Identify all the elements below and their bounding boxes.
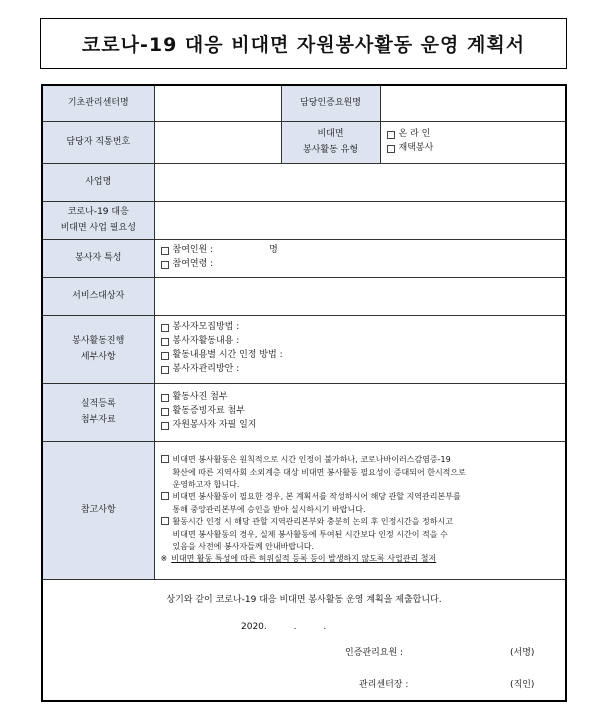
certifier-name-field[interactable] <box>380 85 566 121</box>
checkbox-icon[interactable] <box>161 394 169 402</box>
attach-journal-row[interactable] <box>161 419 560 433</box>
attachments-label <box>42 383 154 441</box>
participants-age-row[interactable] <box>161 258 560 272</box>
notes-label: 참고사항 <box>42 441 154 579</box>
option-home[interactable] <box>387 142 560 156</box>
participants-count-row[interactable] <box>161 244 560 258</box>
note-warning-text: 비대면 활동 특성에 따른 허위실적 등록 등이 발생하지 않도록 사업관리 철저 <box>171 554 437 564</box>
checkbox-icon[interactable] <box>161 408 169 416</box>
necessity-label-line1: 코로나-19 대응 <box>67 206 129 217</box>
activity-type-label-line2: 봉사활동 유형 <box>302 145 359 155</box>
note-2-line1: 비대면 봉사활동이 필요한 경우, 본 계획서를 작성하시어 해당 관할 지역관리본부를 <box>172 492 461 502</box>
detail-hours-row[interactable] <box>161 349 560 363</box>
attach-proof-label: 활동증빙자료 첨부 <box>172 406 245 417</box>
notes-content <box>154 441 566 579</box>
attachments-label-line2: 첨부자료 <box>80 415 116 425</box>
note-3-line1: 활동시간 인정 시 해당 관할 지역관리본부와 충분히 논의 후 인정시간을 정하시고 <box>172 517 453 527</box>
detail-recruit-row[interactable] <box>161 321 560 335</box>
attach-proof-row[interactable] <box>161 405 560 419</box>
project-name-field[interactable] <box>154 163 566 201</box>
activity-details-label <box>42 315 154 383</box>
participants-count-label: 참여인원 : <box>172 245 214 256</box>
checkbox-icon[interactable] <box>387 145 395 153</box>
submission-statement: 상기와 같이 코로나-19 대응 비대면 봉사활동 운영 계획을 제출합니다. <box>166 594 442 605</box>
checkbox-icon[interactable] <box>161 261 169 269</box>
detail-manage-label: 봉사자관리방안 : <box>172 363 240 374</box>
service-target-field[interactable] <box>154 277 566 315</box>
plan-form <box>41 84 567 702</box>
attach-journal-label: 자원봉사자 자필 일지 <box>172 419 257 430</box>
attachments-label-line1: 실적등록 <box>80 398 116 409</box>
note-3-line3: 있음을 사전에 봉사자들께 안내바랍니다. <box>172 541 315 551</box>
checkbox-icon[interactable] <box>387 131 395 139</box>
checkbox-icon[interactable] <box>161 422 169 430</box>
checkbox-icon[interactable] <box>161 324 169 332</box>
activity-type-options <box>380 121 566 163</box>
detail-content-label: 봉사자활동내용 : <box>172 336 240 347</box>
attach-photo-label: 활동사진 첨부 <box>172 392 228 403</box>
activity-details-label-line1: 봉사활동진행 <box>72 335 125 346</box>
attachments-list <box>154 383 566 441</box>
detail-hours-label: 활동내용별 시간 인정 방법 : <box>172 350 283 360</box>
note-1-line1: 비대면 봉사활동은 원칙적으로 시간 인정이 불가하나, 코로나바이러스감염증-19 <box>172 455 451 465</box>
volunteer-traits-options <box>154 239 566 277</box>
activity-type-label-line1: 비대면 <box>317 128 344 139</box>
detail-content-row[interactable] <box>161 335 560 349</box>
detail-manage-row[interactable] <box>161 363 560 377</box>
necessity-field[interactable] <box>154 201 566 239</box>
checkbox-icon[interactable] <box>161 366 169 374</box>
activity-type-label <box>281 121 380 163</box>
note-1-line3: 운영하고자 합니다. <box>172 480 240 490</box>
note-item <box>161 454 560 466</box>
center-name-label: 기초관리센터명 <box>42 85 154 121</box>
staff-phone-field[interactable] <box>154 121 281 163</box>
document-title: 코로나-19 대응 비대면 자원봉사활동 운영 계획서 <box>40 18 567 69</box>
director-seal-label: 관리센터장 : <box>359 679 409 690</box>
service-target-label: 서비스대상자 <box>42 277 154 315</box>
certifier-sign-field[interactable]: (서명) <box>510 647 535 658</box>
staff-phone-label: 담당자 직통번호 <box>42 121 154 163</box>
note-item <box>161 516 560 528</box>
note-3-line2: 비대면 봉사활동의 경우, 실제 봉사활동에 투여된 시간보다 인정 시간이 적을 수 <box>172 529 448 539</box>
participants-age-label: 참여연령 : <box>172 259 214 269</box>
note-2-line2: 통해 중앙관리본부에 승인을 받아 실시하시기 바랍니다. <box>172 504 366 514</box>
attach-photo-row[interactable] <box>161 391 560 405</box>
center-name-field[interactable] <box>154 85 281 121</box>
activity-details-label-line2: 세부사항 <box>80 352 116 362</box>
director-seal-field[interactable]: (직인) <box>510 679 535 690</box>
submission-footer <box>42 579 566 701</box>
certifier-name-label: 담당인증요원명 <box>281 85 380 121</box>
note-1-line2: 확산에 따른 지역사회 소외계층 대상 비대면 봉사활동 필요성이 증대되어 한시적으로 <box>172 467 466 477</box>
note-item <box>161 491 560 503</box>
option-online[interactable] <box>387 128 560 142</box>
participants-count-unit: 명 <box>269 245 278 256</box>
checkbox-icon[interactable] <box>161 338 169 346</box>
checkbox-icon[interactable] <box>161 247 169 255</box>
checkbox-icon[interactable] <box>161 517 169 525</box>
option-online-label: 온 라 인 <box>398 129 431 140</box>
note-warning <box>161 553 560 565</box>
option-home-label: 재택봉사 <box>398 143 434 153</box>
detail-recruit-label: 봉사자모집방법 : <box>172 322 240 333</box>
necessity-label-line2: 비대면 사업 필요성 <box>60 223 136 233</box>
reference-mark-icon: ※ <box>160 554 168 564</box>
volunteer-traits-label: 봉사자 특성 <box>42 239 154 277</box>
necessity-label <box>42 201 154 239</box>
certifier-sign-label: 인증관리요원 : <box>345 647 404 658</box>
activity-details-list <box>154 315 566 383</box>
checkbox-icon[interactable] <box>161 455 169 463</box>
submission-date[interactable]: 2020. . . <box>241 621 327 632</box>
checkbox-icon[interactable] <box>161 352 169 360</box>
checkbox-icon[interactable] <box>161 492 169 500</box>
project-name-label: 사업명 <box>42 163 154 201</box>
